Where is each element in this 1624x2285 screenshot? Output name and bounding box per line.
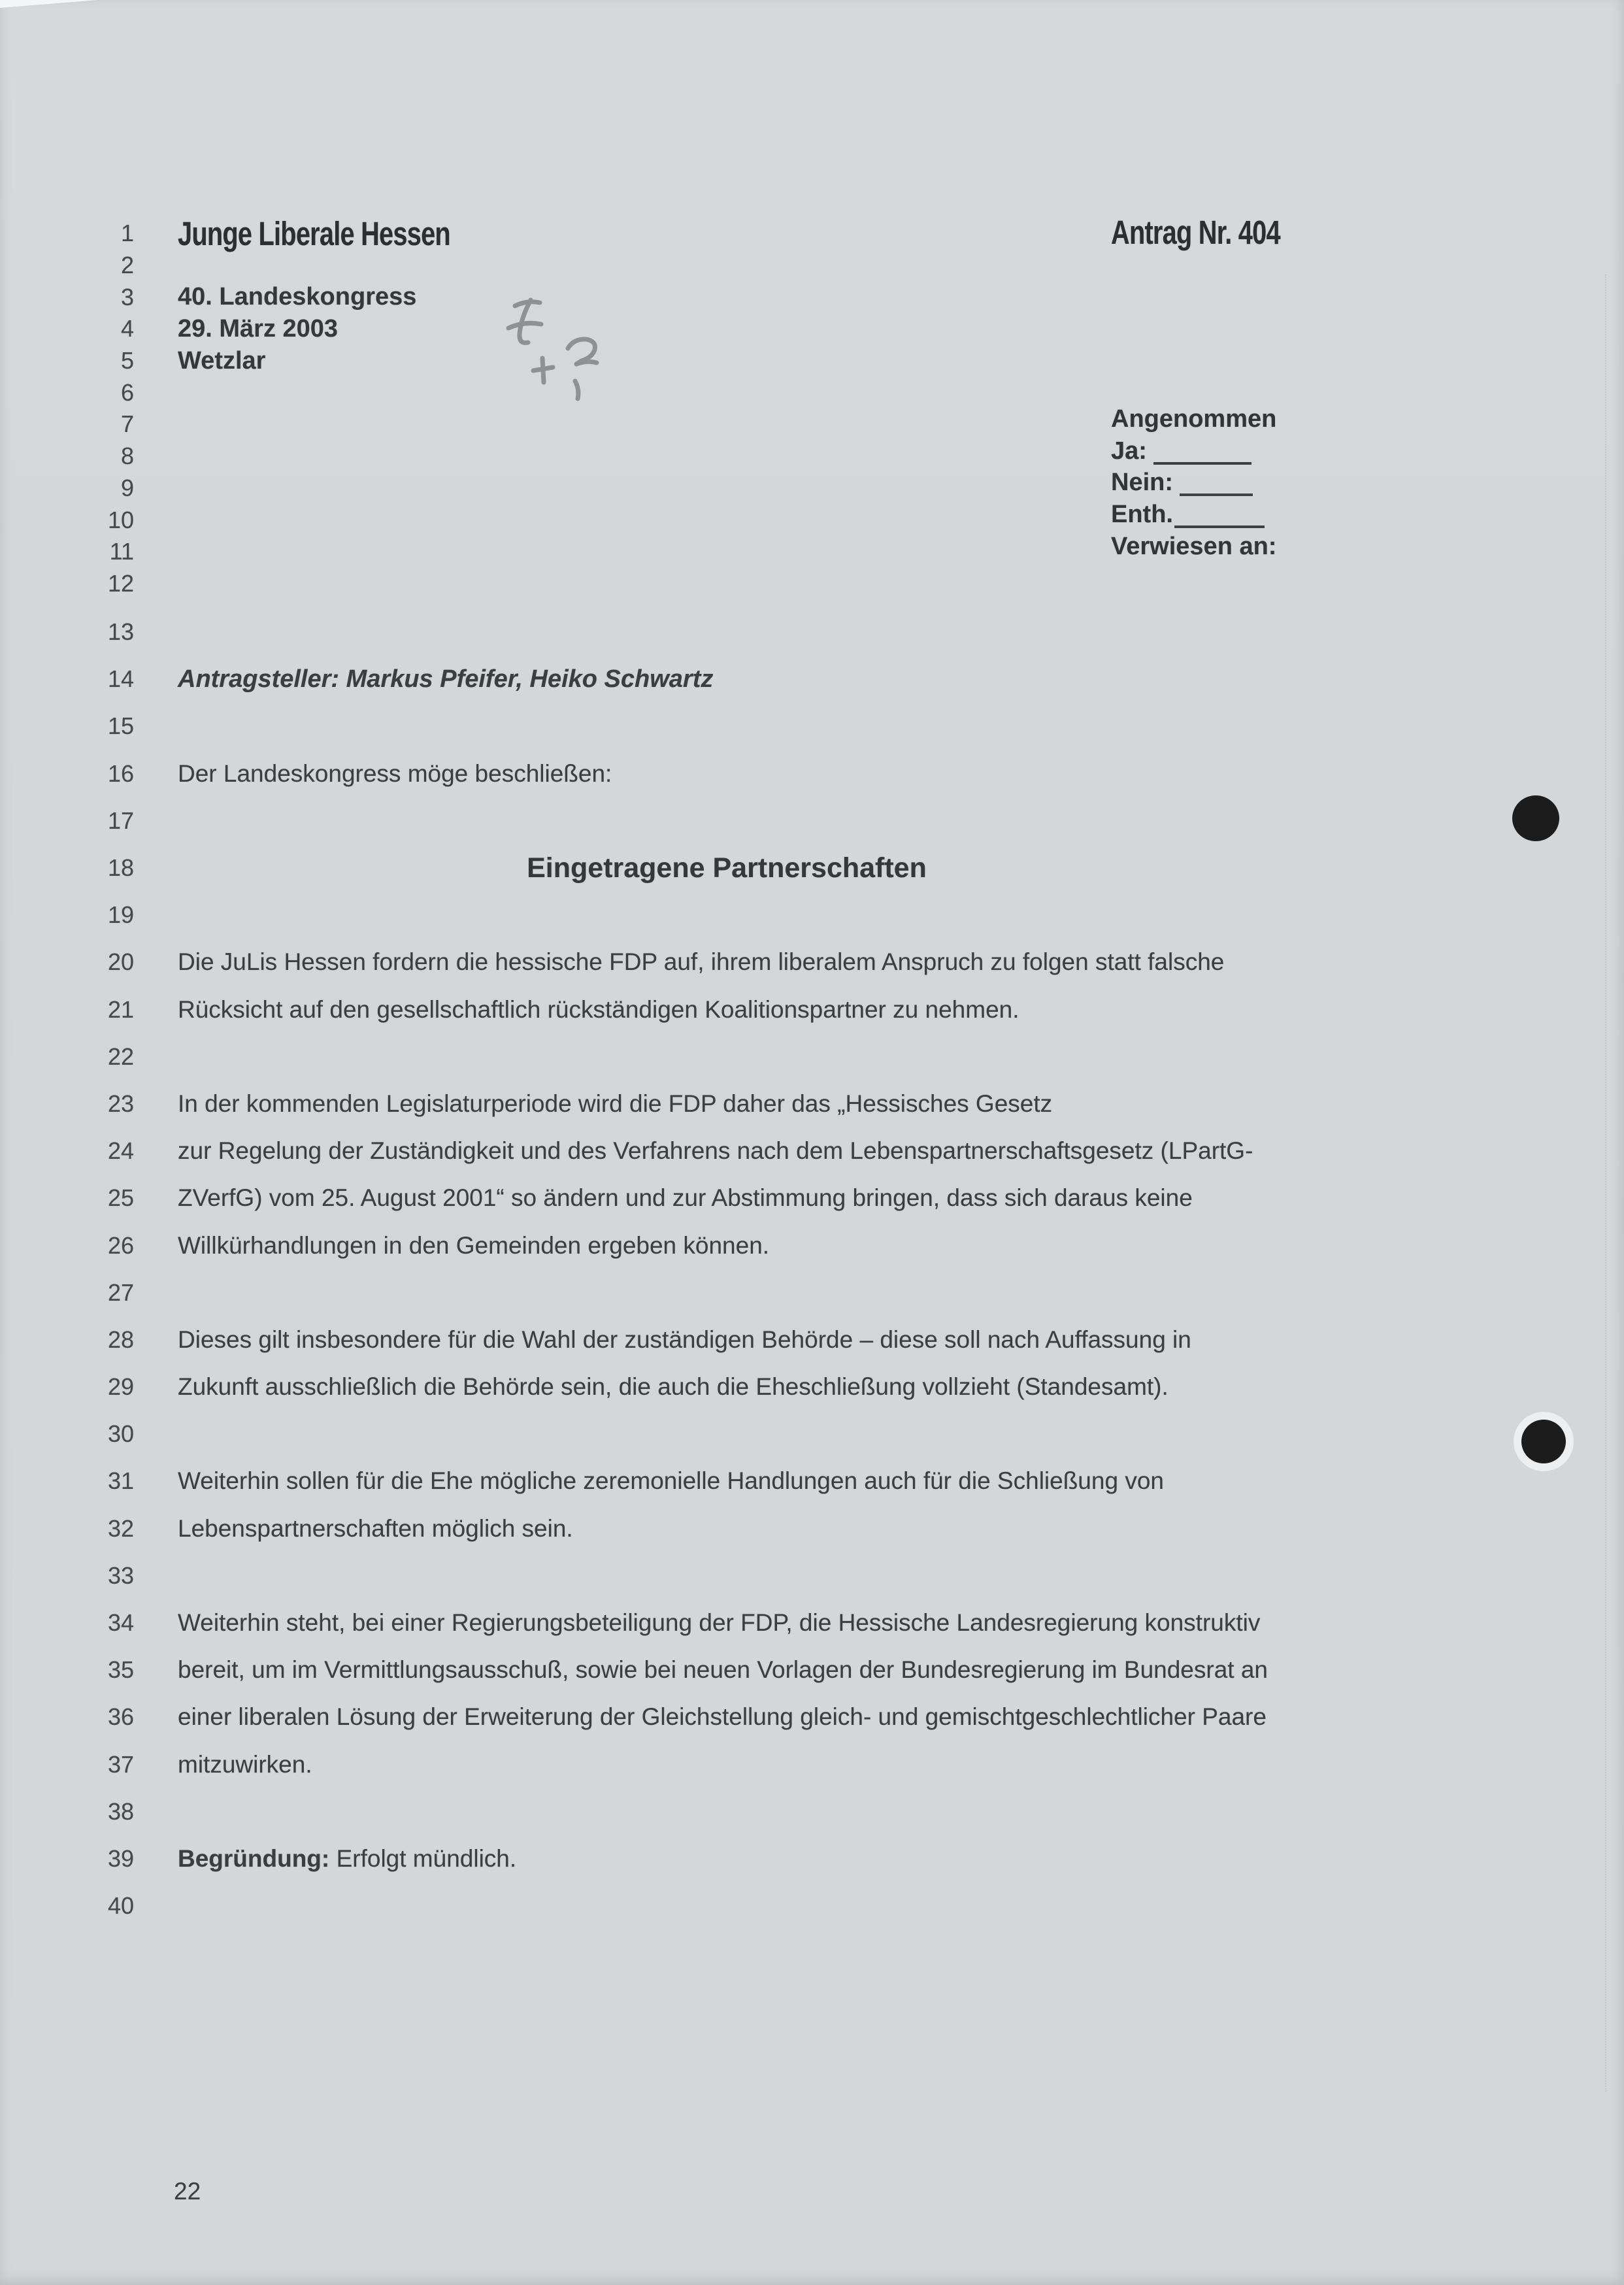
doc-line [0,656,1624,703]
body-line: mitzuwirken. [178,1750,312,1778]
doc-line [0,504,1624,536]
line-number: 30 [107,1420,134,1448]
vote-enth-row [1111,499,1276,531]
doc-line [0,1175,1624,1222]
line-number: 4 [120,315,134,342]
line-number: 6 [120,378,134,406]
page-number: 22 [174,2178,201,2205]
reasoning-label: Begründung: [178,1844,330,1872]
doc-line [0,939,1624,986]
line-number: 23 [107,1090,134,1117]
doc-line [0,345,1624,377]
doc-line [0,1788,1624,1835]
body-line: Lebenspartnerschaften möglich sein. [178,1514,573,1542]
doc-line [0,844,1624,892]
line-number: 37 [107,1750,134,1778]
line-number: 18 [107,854,134,882]
doc-line [0,1033,1624,1080]
body-line: In der kommenden Legislaturperiode wird die FDP daher das „Hessisches Gesetz [178,1090,1053,1117]
hole-punch-dot [1521,1420,1566,1463]
vote-ja-row [1111,435,1276,467]
line-number: 22 [107,1042,134,1070]
line-number: 27 [107,1278,134,1306]
body-line: Weiterhin sollen für die Ehe mögliche zeremonielle Handlungen auch für die Schließung von [178,1467,1164,1495]
doc-line [0,214,1624,252]
body-line: ZVerfG) vom 25. August 2001“ so ändern und zur Abstimmung bringen, dass sich daraus keine [178,1184,1193,1212]
reasoning-text: Erfolgt mündlich. [336,1844,517,1872]
line-number: 3 [120,283,134,310]
doc-line [0,1646,1624,1693]
line-block-top [0,214,1624,599]
vote-box [1111,403,1276,563]
line-number: 25 [107,1184,134,1212]
body-line: Zukunft ausschließlich die Behörde sein, die auch die Eheschließung vollzieht (Standesamt). [178,1373,1168,1401]
doc-line [0,1410,1624,1458]
line-number: 31 [107,1467,134,1495]
line-number: 29 [107,1373,134,1401]
doc-line [0,1080,1624,1127]
doc-line [0,409,1624,441]
doc-line [0,609,1624,656]
doc-line [0,1552,1624,1599]
doc-line [0,1269,1624,1316]
line-number: 36 [107,1703,134,1731]
doc-line [0,986,1624,1033]
congress-city: Wetzlar [178,346,266,375]
doc-line [0,313,1624,345]
line-number: 9 [120,474,134,501]
line-block-body [0,609,1624,1929]
line-number: 1 [120,220,134,247]
line-number: 10 [107,506,134,533]
doc-line [0,1882,1624,1929]
line-number: 8 [120,442,134,470]
motion-number [1111,213,1328,252]
line-number: 2 [120,252,134,279]
doc-line [0,1316,1624,1363]
doc-line [0,1222,1624,1269]
doc-line [0,1835,1624,1882]
motion-number-text: Antrag Nr. 404 [1111,214,1280,251]
doc-line [0,797,1624,844]
resolution-intro: Der Landeskongress möge beschließen: [178,759,612,787]
vote-verwiesen-row [1111,531,1276,563]
body-line: zur Regelung der Zuständigkeit und des Verfahrens nach dem Lebenspartnerschaftsgesetz (LPartG- [178,1137,1253,1165]
line-number: 5 [120,347,134,375]
line-number: 24 [107,1137,134,1165]
doc-line [0,568,1624,600]
line-number: 13 [107,618,134,646]
congress-date: 29. März 2003 [178,314,339,342]
handwritten-annotation [484,271,693,441]
scan-corner-artifact [0,0,98,8]
line-number: 7 [120,410,134,438]
line-number: 28 [107,1326,134,1353]
line-number: 34 [107,1609,134,1637]
line-number: 15 [107,712,134,740]
doc-line [0,281,1624,313]
doc-line [0,1741,1624,1788]
line-number: 11 [109,538,134,565]
doc-line [0,1127,1624,1175]
vote-ja-blank [1153,462,1251,465]
reasoning-line [178,1845,516,1873]
doc-line [0,376,1624,409]
scan-edge-artifact [1605,275,1606,2092]
line-number: 32 [107,1514,134,1542]
org-title: Junge Liberale Hessen [178,214,450,252]
line-number: 33 [107,1561,134,1589]
vote-status: Angenommen [1111,405,1277,433]
doc-line [0,892,1624,939]
vote-nein-row [1111,467,1276,499]
body-line: bereit, um im Vermittlungsausschuß, sowie bei neuen Vorlagen der Bundesregierung im Bundesrat an [178,1656,1268,1684]
vote-enth-blank [1174,525,1265,528]
body-line: einer liberalen Lösung der Erweiterung der Gleichstellung gleich- und gemischtgeschlechtlicher Paare [178,1703,1267,1731]
line-number: 16 [107,759,134,787]
doc-line [0,703,1624,750]
doc-line [0,1505,1624,1552]
doc-line [0,441,1624,473]
line-number: 17 [107,807,134,834]
line-number: 19 [107,901,134,929]
motion-title: Eingetragene Partnerschaften [527,852,927,884]
line-number: 35 [107,1656,134,1684]
doc-line [0,250,1624,282]
vote-verwiesen-label: Verwiesen an: [1111,532,1277,560]
vote-nein-label: Nein: [1111,469,1173,497]
submitters-line: Antragsteller: Markus Pfeifer, Heiko Schwartz [178,665,714,693]
doc-line [0,750,1624,797]
vote-enth-label: Enth. [1111,501,1173,529]
line-number: 14 [107,665,134,693]
body-line: Weiterhin steht, bei einer Regierungsbeteiligung der FDP, die Hessische Landesregierung konstruktiv [178,1609,1261,1637]
congress-name: 40. Landeskongress [178,283,417,311]
vote-nein-blank [1180,493,1253,496]
body-line: Rücksicht auf den gesellschaftlich rückständigen Koalitionspartner zu nehmen. [178,995,1019,1023]
line-number: 39 [107,1844,134,1872]
line-number: 38 [107,1797,134,1825]
line-number: 12 [107,569,134,597]
doc-line [0,1458,1624,1505]
line-number: 26 [107,1231,134,1259]
body-line: Dieses gilt insbesondere für die Wahl der zuständigen Behörde – diese soll nach Auffassung in [178,1326,1191,1353]
hole-punch-dot [1512,795,1559,841]
vote-ja-label: Ja: [1111,437,1147,465]
body-line: Willkürhandlungen in den Gemeinden ergeben können. [178,1231,770,1259]
line-number: 20 [107,948,134,976]
doc-line [0,1363,1624,1410]
line-number: 21 [107,995,134,1023]
doc-line [0,1599,1624,1646]
line-number: 40 [107,1892,134,1920]
doc-line [0,1693,1624,1741]
doc-line [0,536,1624,568]
body-line: Die JuLis Hessen fordern die hessische FDP auf, ihrem liberalem Anspruch zu folgen statt falsche [178,948,1225,976]
doc-line [0,473,1624,505]
